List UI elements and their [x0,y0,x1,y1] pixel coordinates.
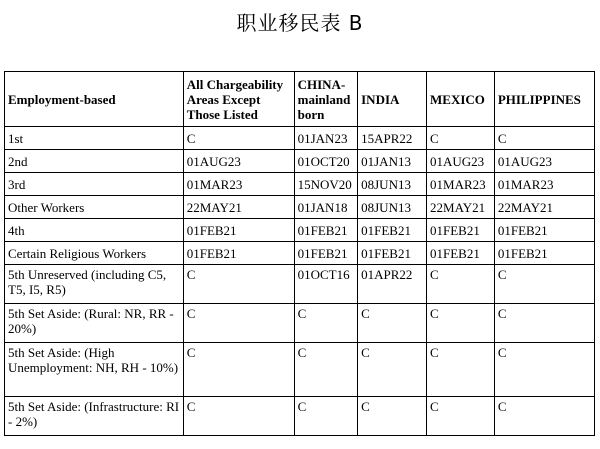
table-cell: C [494,127,594,150]
table-cell: 01JAN13 [358,150,427,173]
row-category: Certain Religious Workers [5,242,184,265]
table-cell: C [183,304,294,343]
table-cell: 15APR22 [358,127,427,150]
table-cell: C [358,397,427,436]
table-cell: 01FEB21 [494,219,594,242]
column-header-all-chargeability: All Chargeability Areas Except Those Listed [183,72,294,127]
table-cell: C [427,343,495,397]
table-row [5,304,595,343]
column-header-employment-based: Employment-based [5,72,184,127]
table-cell: C [494,397,594,436]
table-cell: 01JAN23 [294,127,358,150]
table-cell: 01FEB21 [183,242,294,265]
column-header-china: CHINA-mainland born [294,72,358,127]
row-category: 2nd [5,150,184,173]
table-cell: 01AUG23 [183,150,294,173]
table-cell: C [183,397,294,436]
table-cell: 15NOV20 [294,173,358,196]
table-cell: 01MAR23 [183,173,294,196]
column-header-india: INDIA [358,72,427,127]
table-cell: C [427,265,495,304]
table-cell: 01FEB21 [183,219,294,242]
table-row [5,127,595,150]
table-row [5,265,595,304]
row-category: 5th Unreserved (including C5, T5, I5, R5) [5,265,184,304]
table-cell: C [294,343,358,397]
table-cell: 01OCT16 [294,265,358,304]
row-category: 5th Set Aside: (High Unemployment: NH, RH - 10%) [5,343,184,397]
table-cell: C [183,127,294,150]
table-cell: 01FEB21 [358,242,427,265]
table-row [5,196,595,219]
table-cell: 22MAY21 [427,196,495,219]
table-cell: 01MAR23 [494,173,594,196]
table-row [5,173,595,196]
table-cell: C [494,343,594,397]
row-category: 3rd [5,173,184,196]
column-header-mexico: MEXICO [427,72,495,127]
row-category: 5th Set Aside: (Rural: NR, RR - 20%) [5,304,184,343]
table-cell: 01AUG23 [494,150,594,173]
table-cell: 01JAN18 [294,196,358,219]
table-cell: C [427,304,495,343]
table-cell: 01APR22 [358,265,427,304]
table-cell: C [494,304,594,343]
table-cell: 22MAY21 [494,196,594,219]
row-category: 1st [5,127,184,150]
table-cell: 22MAY21 [183,196,294,219]
table-row [5,242,595,265]
table-cell: 01FEB21 [294,242,358,265]
table-cell: C [427,397,495,436]
page-title: 职业移民表 B [236,11,364,35]
table-cell: C [183,343,294,397]
table-cell: 01FEB21 [427,242,495,265]
table-row [5,397,595,436]
table-cell: C [358,304,427,343]
table-cell: C [183,265,294,304]
table-cell: 01FEB21 [294,219,358,242]
column-header-philippines: PHILIPPINES [494,72,594,127]
table-cell: 08JUN13 [358,173,427,196]
table-cell: 01AUG23 [427,150,495,173]
row-category: Other Workers [5,196,184,219]
table-cell: C [494,265,594,304]
table-row [5,219,595,242]
table-row [5,343,595,397]
table-cell: 01FEB21 [427,219,495,242]
row-category: 5th Set Aside: (Infrastructure: RI - 2%) [5,397,184,436]
table-cell: 01MAR23 [427,173,495,196]
table-header-row [5,72,595,127]
table-cell: 01OCT20 [294,150,358,173]
table-cell: C [358,343,427,397]
table-cell: 01FEB21 [358,219,427,242]
row-category: 4th [5,219,184,242]
table-cell: 01FEB21 [494,242,594,265]
table-cell: C [427,127,495,150]
table-cell: C [294,304,358,343]
table-row [5,150,595,173]
visa-bulletin-table [4,71,595,436]
table-cell: 08JUN13 [358,196,427,219]
table-cell: C [294,397,358,436]
